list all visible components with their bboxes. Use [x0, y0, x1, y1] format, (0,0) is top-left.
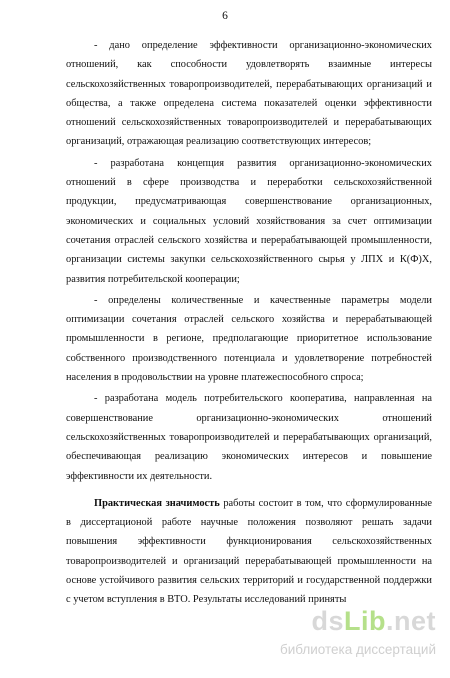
dslib-logo	[311, 606, 436, 637]
paragraph-model-parameters: - определены количественные и качественные параметры модели оптимизации сочетания отраслей сельского хозяйства и перерабатывающей промышленности в регионе, предполагающие приоритетное использование собственного производственного потенциала и удовлетворение потребностей населения в продовольствии на уровне платежеспособного спроса;	[66, 294, 432, 384]
logo-ds: ds	[311, 606, 344, 636]
paragraph-development-concept: - разработана концепция развития организационно-экономических отношений в сфере производства и переработки сельскохозяйственной продукции, предусматривающая совершенствование организационных, экономических и социальных условий хозяйствования за счет оптимизации сочетания отраслей сельского хозяйства и перерабатывающей промышленности, организации системы закупки сельскохозяйственного сырья у ЛПХ и К(Ф)Х, развития потребительской кооперации;	[66, 157, 432, 285]
watermark-tagline: библиотека диссертаций	[279, 642, 436, 657]
practical-significance-heading: Практическая значимость	[94, 497, 220, 509]
logo-lib: Lib	[343, 606, 386, 636]
page-number: 6	[222, 10, 228, 22]
document-body	[66, 36, 432, 610]
paragraph-cooperative-model: - разработана модель потребительского кооператива, направленная на совершенствование организационно-экономических отношений сельскохозяйственных товаропроизводителей и перерабатывающих организаций, обеспечивающая реализацию экономических интересов и повышение эффективности их деятельности.	[66, 393, 432, 482]
logo-net: .net	[385, 606, 436, 636]
dslib-watermark	[266, 606, 436, 670]
paragraph-efficiency-definition: - дано определение эффективности организационно-экономических отношений, как способности удовлетворять взаимные интересы сельскохозяйственных товаропроизводителей, перерабатывающих организаций и общества, а также определена система показателей оценки эффективности отношений сельскохозяйственных товаропроизводителей и перерабатывающих организаций, отражающая реализацию соответствующих интересов;	[66, 40, 432, 148]
practical-significance-text: работы состоит в том, что сформулированные в диссертационой работе научные положения позволяют решать задачи повышения эффективности функционирования сельскохозяйственных товаропроизводителей и организаций перерабатывающей промышленности на основе устойчивого развития сельских территорий и государственной поддержки с учетом вступления в ВТО. Результаты исследований приняты	[66, 497, 432, 606]
paragraph-practical-significance	[66, 494, 432, 610]
